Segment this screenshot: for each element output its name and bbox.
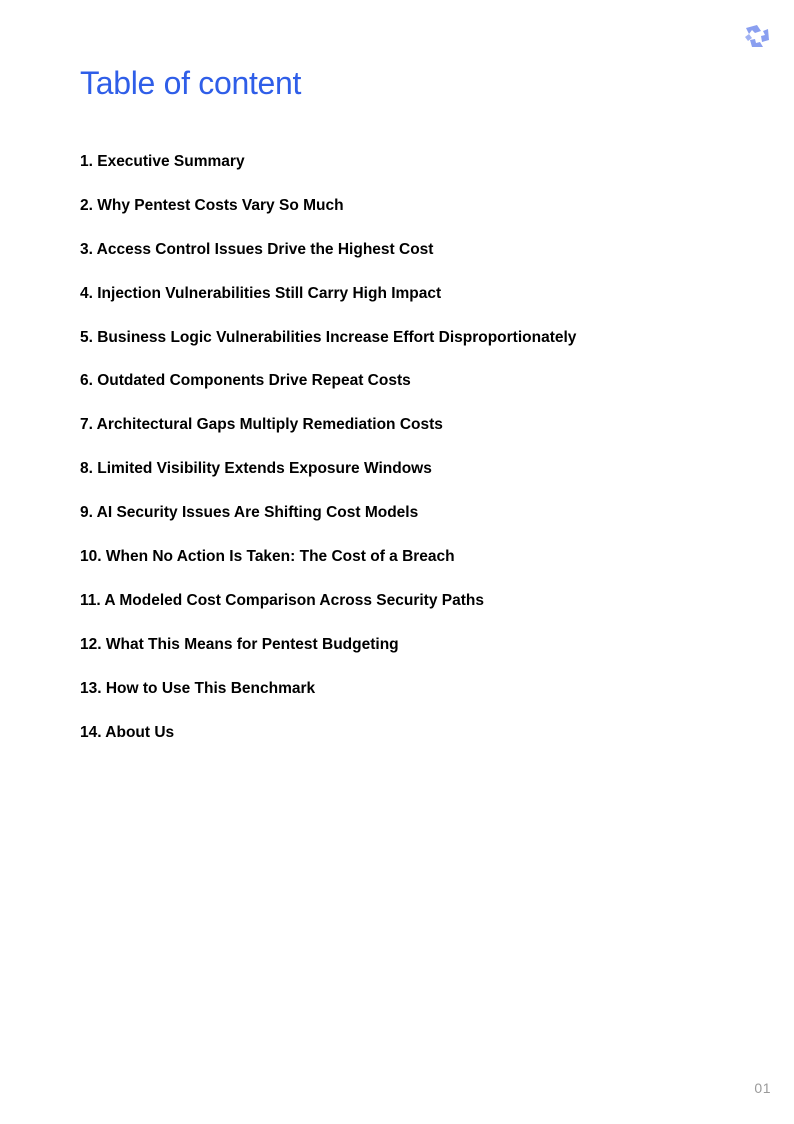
toc-item[interactable]: 8. Limited Visibility Extends Exposure Windows: [80, 460, 432, 478]
page-number: 01: [754, 1080, 771, 1096]
brand-logo-icon: [743, 22, 771, 50]
page-title: Table of content: [80, 65, 302, 101]
toc-item[interactable]: 13. How to Use This Benchmark: [80, 679, 316, 697]
toc-item[interactable]: 3. Access Control Issues Drive the Highest Cost: [80, 240, 434, 258]
toc-item[interactable]: 4. Injection Vulnerabilities Still Carry High Impact: [80, 284, 442, 302]
toc-item[interactable]: 7. Architectural Gaps Multiply Remediation Costs: [80, 416, 443, 434]
toc-item[interactable]: 11. A Modeled Cost Comparison Across Security Paths: [80, 591, 484, 609]
toc-item[interactable]: 12. What This Means for Pentest Budgeting: [80, 635, 399, 653]
toc-item[interactable]: 10. When No Action Is Taken: The Cost of a Breach: [80, 548, 455, 566]
table-of-contents: [80, 150, 576, 764]
toc-item[interactable]: 2. Why Pentest Costs Vary So Much: [80, 196, 344, 214]
toc-item[interactable]: 14. About Us: [80, 723, 175, 741]
toc-item[interactable]: 5. Business Logic Vulnerabilities Increase Effort Disproportionately: [80, 328, 577, 346]
toc-item[interactable]: 1. Executive Summary: [80, 153, 245, 170]
toc-item[interactable]: 9. AI Security Issues Are Shifting Cost Models: [80, 504, 419, 522]
toc-item[interactable]: 6. Outdated Components Drive Repeat Costs: [80, 372, 411, 390]
